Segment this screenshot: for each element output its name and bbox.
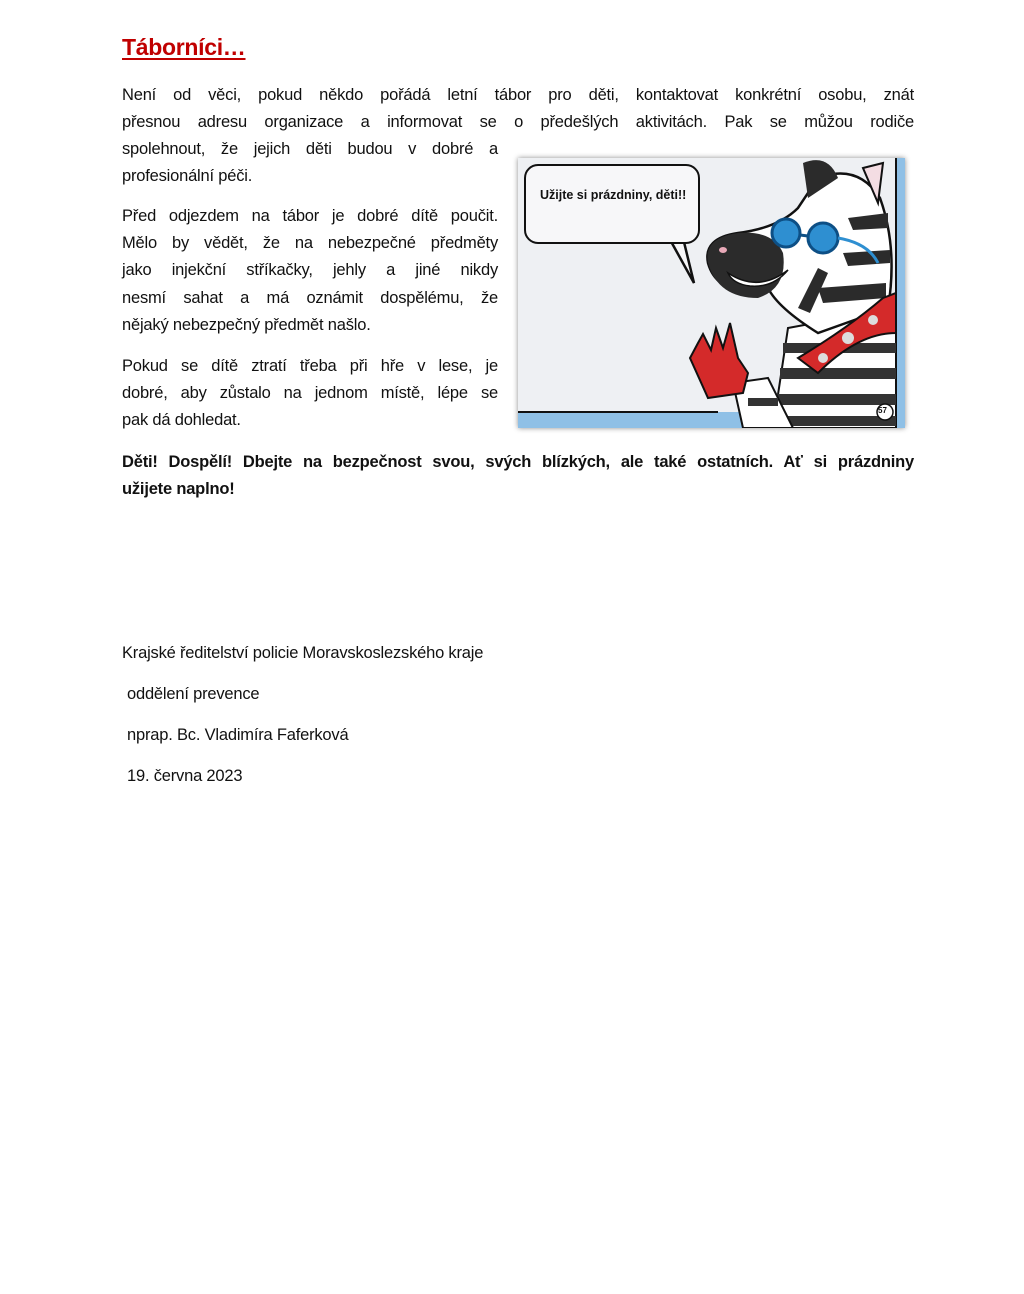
bold-paragraph-line: Děti! Dospělí! Dbejte na bezpečnost svou, svých blízkých, ale také ostatních. Ať si prázdniny bbox=[122, 453, 914, 471]
speech-bubble bbox=[524, 164, 700, 244]
paragraph-line: spolehnout, že jejich děti budou v dobré a bbox=[122, 140, 498, 158]
bold-paragraph-line: užijete naplno! bbox=[122, 480, 235, 498]
paragraph-line: Před odjezdem na tábor je dobré dítě poučit. bbox=[122, 207, 498, 225]
paragraph-line: pak dá dohledat. bbox=[122, 411, 241, 429]
paragraph-line: Pokud se dítě ztratí třeba při hře v lese, je bbox=[122, 357, 498, 375]
paragraph-line: přesnou adresu organizace a informovat se o předešlých aktivitách. Pak se můžou rodiče bbox=[122, 113, 914, 131]
paragraph-line: profesionální péči. bbox=[122, 167, 253, 185]
paragraph-line: dobré, aby zůstalo na jednom místě, lépe se bbox=[122, 384, 498, 402]
comic-page-number: 57 bbox=[878, 406, 887, 415]
paragraph-line: nějaký nebezpečný předmět našlo. bbox=[122, 316, 371, 334]
signature-organization: Krajské ředitelství policie Moravskoslezského kraje bbox=[122, 644, 484, 662]
signature-author: nprap. Bc. Vladimíra Faferková bbox=[127, 726, 349, 744]
paragraph-line: Mělo by vědět, že na nebezpečné předměty bbox=[122, 234, 498, 252]
speech-bubble-text: Užijte si prázdniny, děti!! bbox=[540, 188, 687, 202]
paragraph-line: Není od věci, pokud někdo pořádá letní tábor pro děti, kontaktovat konkrétní osobu, znát bbox=[122, 86, 914, 104]
signature-date: 19. června 2023 bbox=[127, 767, 243, 785]
document-title: Táborníci… bbox=[122, 34, 246, 60]
paragraph-line: jako injekční stříkačky, jehly a jiné nikdy bbox=[122, 261, 498, 279]
zebra-illustration bbox=[518, 158, 905, 428]
paragraph-line: nesmí sahat a má oznámit dospělému, že bbox=[122, 289, 498, 307]
signature-department: oddělení prevence bbox=[127, 685, 260, 703]
